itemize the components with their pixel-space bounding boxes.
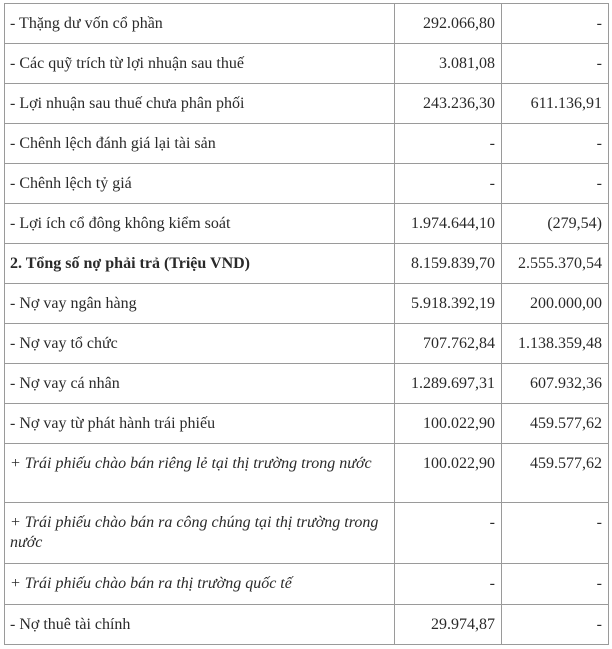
row-label: - Thặng dư vốn cổ phần — [5, 4, 395, 44]
table-row-share-premium — [5, 4, 609, 44]
row-label: - Nợ thuê tài chính — [5, 605, 395, 645]
table-row-fx-difference — [5, 164, 609, 204]
table-row-asset-revaluation — [5, 124, 609, 164]
table-row-individual-loans — [5, 364, 609, 404]
row-value-col1: 707.762,84 — [395, 324, 502, 364]
row-value-col2: - — [502, 564, 609, 605]
row-value-col2: - — [502, 164, 609, 204]
row-value-col1: 3.081,08 — [395, 44, 502, 84]
row-value-col2: - — [502, 605, 609, 645]
row-value-col1: 5.918.392,19 — [395, 284, 502, 324]
row-label: - Lợi nhuận sau thuế chưa phân phối — [5, 84, 395, 124]
row-label: - Các quỹ trích từ lợi nhuận sau thuế — [5, 44, 395, 84]
row-value-col2: 607.932,36 — [502, 364, 609, 404]
row-value-col1: 29.974,87 — [395, 605, 502, 645]
row-label: + Trái phiếu chào bán riêng lẻ tại thị trường trong nước — [5, 444, 395, 503]
table-row-public-domestic-bonds — [5, 503, 609, 564]
financial-table — [4, 3, 609, 645]
table-row-minority-interest — [5, 204, 609, 244]
row-value-col2: 459.577,62 — [502, 444, 609, 503]
row-label: - Nợ vay ngân hàng — [5, 284, 395, 324]
row-label: 2. Tổng số nợ phải trả (Triệu VND) — [5, 244, 395, 284]
table-row-bank-loans — [5, 284, 609, 324]
row-value-col1: 100.022,90 — [395, 444, 502, 503]
row-value-col2: 2.555.370,54 — [502, 244, 609, 284]
table-row-finance-lease — [5, 605, 609, 645]
row-label: - Nợ vay tổ chức — [5, 324, 395, 364]
row-value-col2: 1.138.359,48 — [502, 324, 609, 364]
row-value-col2: - — [502, 124, 609, 164]
row-value-col1: 1.974.644,10 — [395, 204, 502, 244]
table-row-funds-from-profit — [5, 44, 609, 84]
table-row-international-bonds — [5, 564, 609, 605]
row-value-col1: - — [395, 564, 502, 605]
row-label: - Chênh lệch đánh giá lại tài sản — [5, 124, 395, 164]
row-label: - Nợ vay từ phát hành trái phiếu — [5, 404, 395, 444]
row-value-col2: 459.577,62 — [502, 404, 609, 444]
row-value-col1: 1.289.697,31 — [395, 364, 502, 404]
table-row-bond-loans — [5, 404, 609, 444]
row-value-col2: - — [502, 44, 609, 84]
row-label: + Trái phiếu chào bán ra thị trường quốc tế — [5, 564, 395, 605]
financial-table-container — [4, 3, 609, 645]
row-value-col2: - — [502, 503, 609, 564]
table-row-organization-loans — [5, 324, 609, 364]
row-label: - Chênh lệch tỷ giá — [5, 164, 395, 204]
row-value-col1: - — [395, 124, 502, 164]
row-value-col1: 292.066,80 — [395, 4, 502, 44]
row-label: - Lợi ích cổ đông không kiểm soát — [5, 204, 395, 244]
table-row-total-liabilities — [5, 244, 609, 284]
row-value-col1: 243.236,30 — [395, 84, 502, 124]
row-value-col1: - — [395, 164, 502, 204]
row-label: + Trái phiếu chào bán ra công chúng tại thị trường trong nước — [5, 503, 395, 564]
row-value-col1: 8.159.839,70 — [395, 244, 502, 284]
row-value-col2: - — [502, 4, 609, 44]
row-value-col2: (279,54) — [502, 204, 609, 244]
row-value-col1: 100.022,90 — [395, 404, 502, 444]
table-row-private-domestic-bonds — [5, 444, 609, 503]
row-value-col1: - — [395, 503, 502, 564]
row-label: - Nợ vay cá nhân — [5, 364, 395, 404]
table-row-retained-earnings — [5, 84, 609, 124]
row-value-col2: 200.000,00 — [502, 284, 609, 324]
row-value-col2: 611.136,91 — [502, 84, 609, 124]
